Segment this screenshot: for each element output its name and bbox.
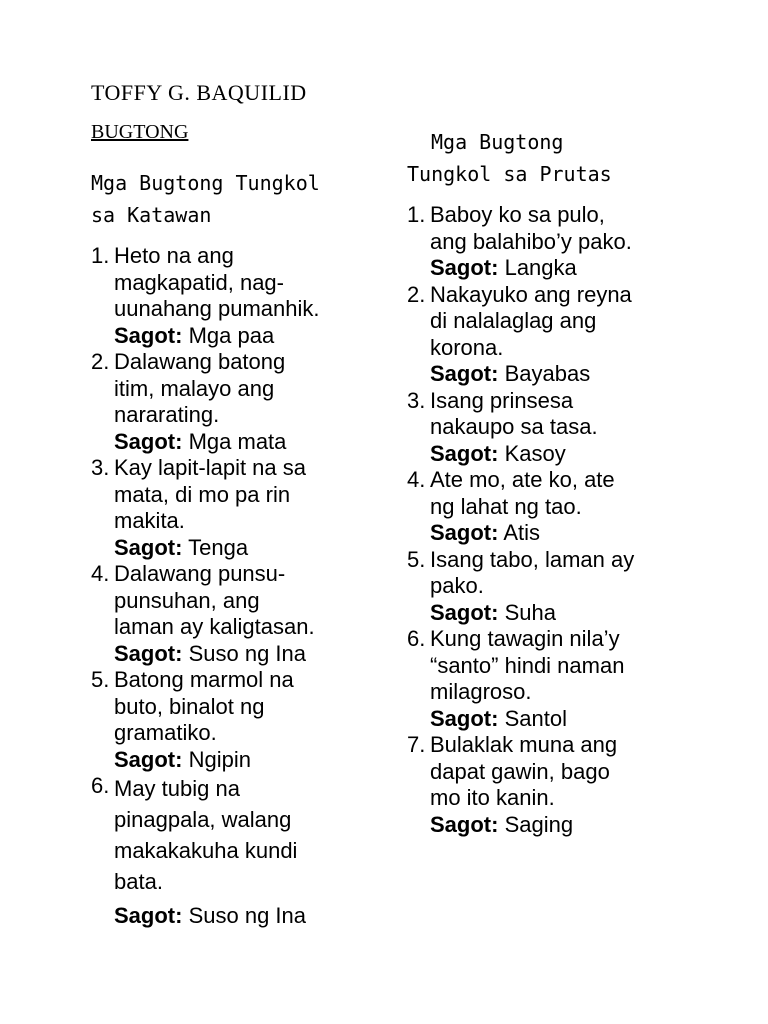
riddle-line: Kung tawagin nila’y [430,626,620,651]
riddle-number: 2. [407,281,426,307]
riddle-line: Dalawang batong [114,349,286,374]
riddle-item [91,349,391,455]
answer-text: Santol [504,705,567,731]
answer-text: Atis [503,520,541,545]
riddle-number: 1. [407,202,426,227]
riddle-number: 5. [91,667,110,692]
answer-label: Sagot: [430,705,499,731]
answer-text: Suha [504,599,556,625]
riddle-line: itim, malayo ang [114,375,275,401]
riddle-item [407,467,707,547]
riddle-line: “santo” hindi naman [430,652,625,678]
riddle-line: buto, binalot ng [114,693,265,719]
answer-label: Sagot: [114,640,183,666]
riddle-line: ang balahibo’y pako. [430,228,632,254]
riddle-answer [430,520,707,547]
riddle-item [91,561,391,667]
answer-label: Sagot: [430,440,499,466]
answer-label: Sagot: [114,903,183,928]
riddle-number: 3. [407,387,426,413]
answer-label: Sagot: [114,746,183,772]
riddle-number: 4. [407,467,426,492]
document-label: BUGTONG [91,121,189,143]
section-title-line: Mga Bugtong Tungkol [91,171,320,195]
riddle-answer [430,441,707,468]
riddle-line: bata. [114,869,163,894]
section-katawan [91,167,391,930]
answer-text: Ngipin [188,746,251,772]
answer-text: Bayabas [504,361,591,386]
riddle-line: pinagpala, walang [114,807,292,832]
riddle-line: Baboy ko sa pulo, [430,202,605,227]
riddle-number: 7. [407,732,426,757]
answer-label: Sagot: [430,520,499,545]
riddle-line: nakaupo sa tasa. [430,414,598,439]
answer-label: Sagot: [430,599,499,625]
riddle-line: mata, di mo pa rin [114,481,291,507]
riddle-line: dapat gawin, bago [430,758,610,784]
riddle-answer [114,535,391,562]
riddle-line: May tubig na [114,776,240,801]
riddle-line: punsuhan, ang [114,587,260,613]
riddle-answer [430,706,707,733]
riddle-answer [430,600,707,627]
riddle-line: laman ay kaligtasan. [114,614,315,639]
riddle-line: Nakayuko ang reyna [430,281,632,307]
riddle-line: uunahang pumanhik. [114,296,320,321]
answer-text: Saging [504,811,574,837]
riddle-line: makakakuha kundi [114,838,298,863]
answer-text: Tenga [188,534,249,560]
answer-label: Sagot: [430,361,499,386]
riddle-item [91,455,391,561]
riddle-number: 3. [91,455,110,480]
riddle-line: Isang prinsesa [430,387,574,413]
author-name: TOFFY G. BAQUILID [91,80,307,105]
section-title-line: Mga Bugtong [431,130,564,154]
riddle-item [407,388,707,468]
riddle-answer [430,812,707,839]
riddle-line: Kay lapit-lapit na sa [114,455,306,480]
riddle-line: korona. [430,334,504,360]
riddle-item [91,667,391,773]
riddle-line: makita. [114,508,185,533]
riddle-line: pako. [430,573,484,598]
riddle-number: 5. [407,546,426,572]
riddle-answer [430,255,707,282]
riddle-line: milagroso. [430,679,532,704]
riddle-line: Heto na ang [114,243,234,268]
answer-label: Sagot: [114,534,183,560]
riddle-item [407,547,707,627]
riddle-list [407,202,707,838]
riddle-answer [114,323,391,350]
answer-label: Sagot: [430,811,499,837]
riddle-line: Ate mo, ate ko, ate [430,467,615,492]
answer-text: Suso ng Ina [188,903,307,928]
riddle-item [407,732,707,838]
section-title [91,167,391,231]
riddle-line: Dalawang punsu- [114,561,286,586]
riddle-item [407,282,707,388]
answer-label: Sagot: [430,255,499,280]
riddle-line: mo ito kanin. [430,785,555,810]
answer-text: Mga paa [188,322,275,348]
answer-text: Mga mata [188,428,287,454]
riddle-list [91,243,391,930]
riddle-line: Batong marmol na [114,667,294,692]
riddle-item [407,626,707,732]
riddle-answer [114,429,391,456]
riddle-answer [114,903,391,930]
answer-text: Langka [504,255,577,280]
riddle-line: Bulaklak muna ang [430,732,618,757]
riddle-line: gramatiko. [114,720,217,745]
section-prutas [407,126,707,838]
riddle-answer [114,641,391,668]
riddle-item [91,773,391,930]
section-title [407,126,707,190]
riddle-line: nararating. [114,402,220,427]
answer-label: Sagot: [114,322,183,348]
riddle-item [91,243,391,349]
riddle-line: magkapatid, nag- [114,269,284,295]
answer-text: Kasoy [504,440,566,466]
riddle-line: ng lahat ng tao. [430,493,582,519]
section-title-line: sa Katawan [91,203,212,227]
riddle-answer [114,747,391,774]
riddle-line: Isang tabo, laman ay [430,546,635,572]
riddle-number: 2. [91,349,110,374]
riddle-number: 6. [407,626,426,651]
riddle-number: 1. [91,243,110,268]
riddle-answer [430,361,707,388]
section-title-line: Tungkol sa Prutas [407,162,612,186]
answer-text: Suso ng Ina [188,640,307,666]
riddle-number: 4. [91,561,110,586]
riddle-number: 6. [91,773,110,798]
answer-label: Sagot: [114,428,183,454]
riddle-line: di nalalaglag ang [430,308,597,333]
riddle-item [407,202,707,282]
